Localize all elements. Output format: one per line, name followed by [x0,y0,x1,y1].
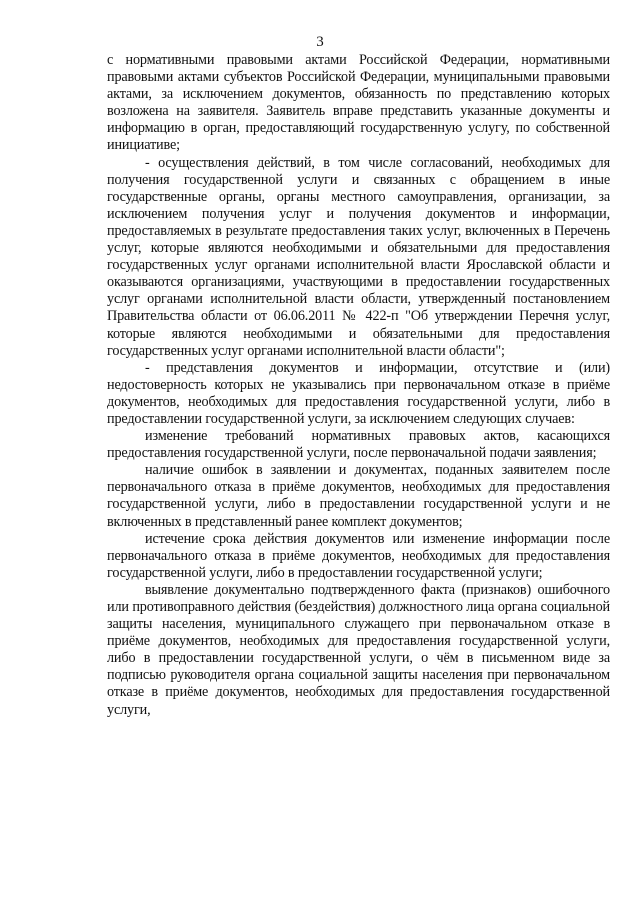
paragraph: наличие ошибок в заявлении и документах, поданных заявителем после первоначального отказа в приёме документов, необходимых для предоставления государственной услуги, либо в предоставлении государственной услуги и не включенных в представленный ранее комплект документов; [107,462,610,530]
paragraph: выявление документально подтвержденного факта (признаков) ошибочного или противоправного действия (бездействия) должностного лица органа социальной защиты населения, муниципального служащего при первоначальном отказе в приёме документов, необходимых для предоставления государственной услуги, либо в предоставлении государственной услуги, о чём в письменном виде за подписью руководителя органа социальной защиты населения при первоначальном отказе в приёме документов, необходимых для предоставления государственной услуги, [107,581,610,718]
paragraph: истечение срока действия документов или изменение информации после первоначального отказа в приёме документов, необходимых для предоставления государственной услуги, либо в предоставлении государственной услуги; [107,530,610,581]
paragraph: - осуществления действий, в том числе согласований, необходимых для получения государственной услуги и связанных с обращением в иные государственные органы, органы местного самоуправления, организации, за исключением получения услуг и получения документов и информации, предоставляемых в результате предоставления таких услуг, включенных в Перечень услуг, которые являются необходимыми и обязательными для предоставления государственных услуг органами исполнительной власти Ярославской области и оказываются организациями, участвующими в предоставлении государственных услуг органами исполнительной власти области, утвержденный постановлением Правительства области от 06.06.2011 № 422-п "Об утверждении Перечня услуг, которые являются необходимыми и обязательными для предоставления государственных услуг органами исполнительной власти области"; [107,154,610,359]
paragraph: с нормативными правовыми актами Российской Федерации, нормативными правовыми актами субъектов Российской Федерации, муниципальными правовыми актами, за исключением документов, обязанность по представлению которых возложена на заявителя. Заявитель вправе представить указанные документы и информацию в орган, предоставляющий государственную услугу, по собственной инициативе; [107,52,610,154]
paragraph: изменение требований нормативных правовых актов, касающихся предоставления государственной услуги, после первоначальной подачи заявления; [107,428,610,462]
document-body [107,52,610,719]
paragraph: - представления документов и информации, отсутствие и (или) недостоверность которых не указывались при первоначальном отказе в приёме документов, необходимых для предоставления государственной услуги, либо в предоставлении государственной услуги, за исключением следующих случаев: [107,359,610,427]
page-number: 3 [316,34,324,50]
